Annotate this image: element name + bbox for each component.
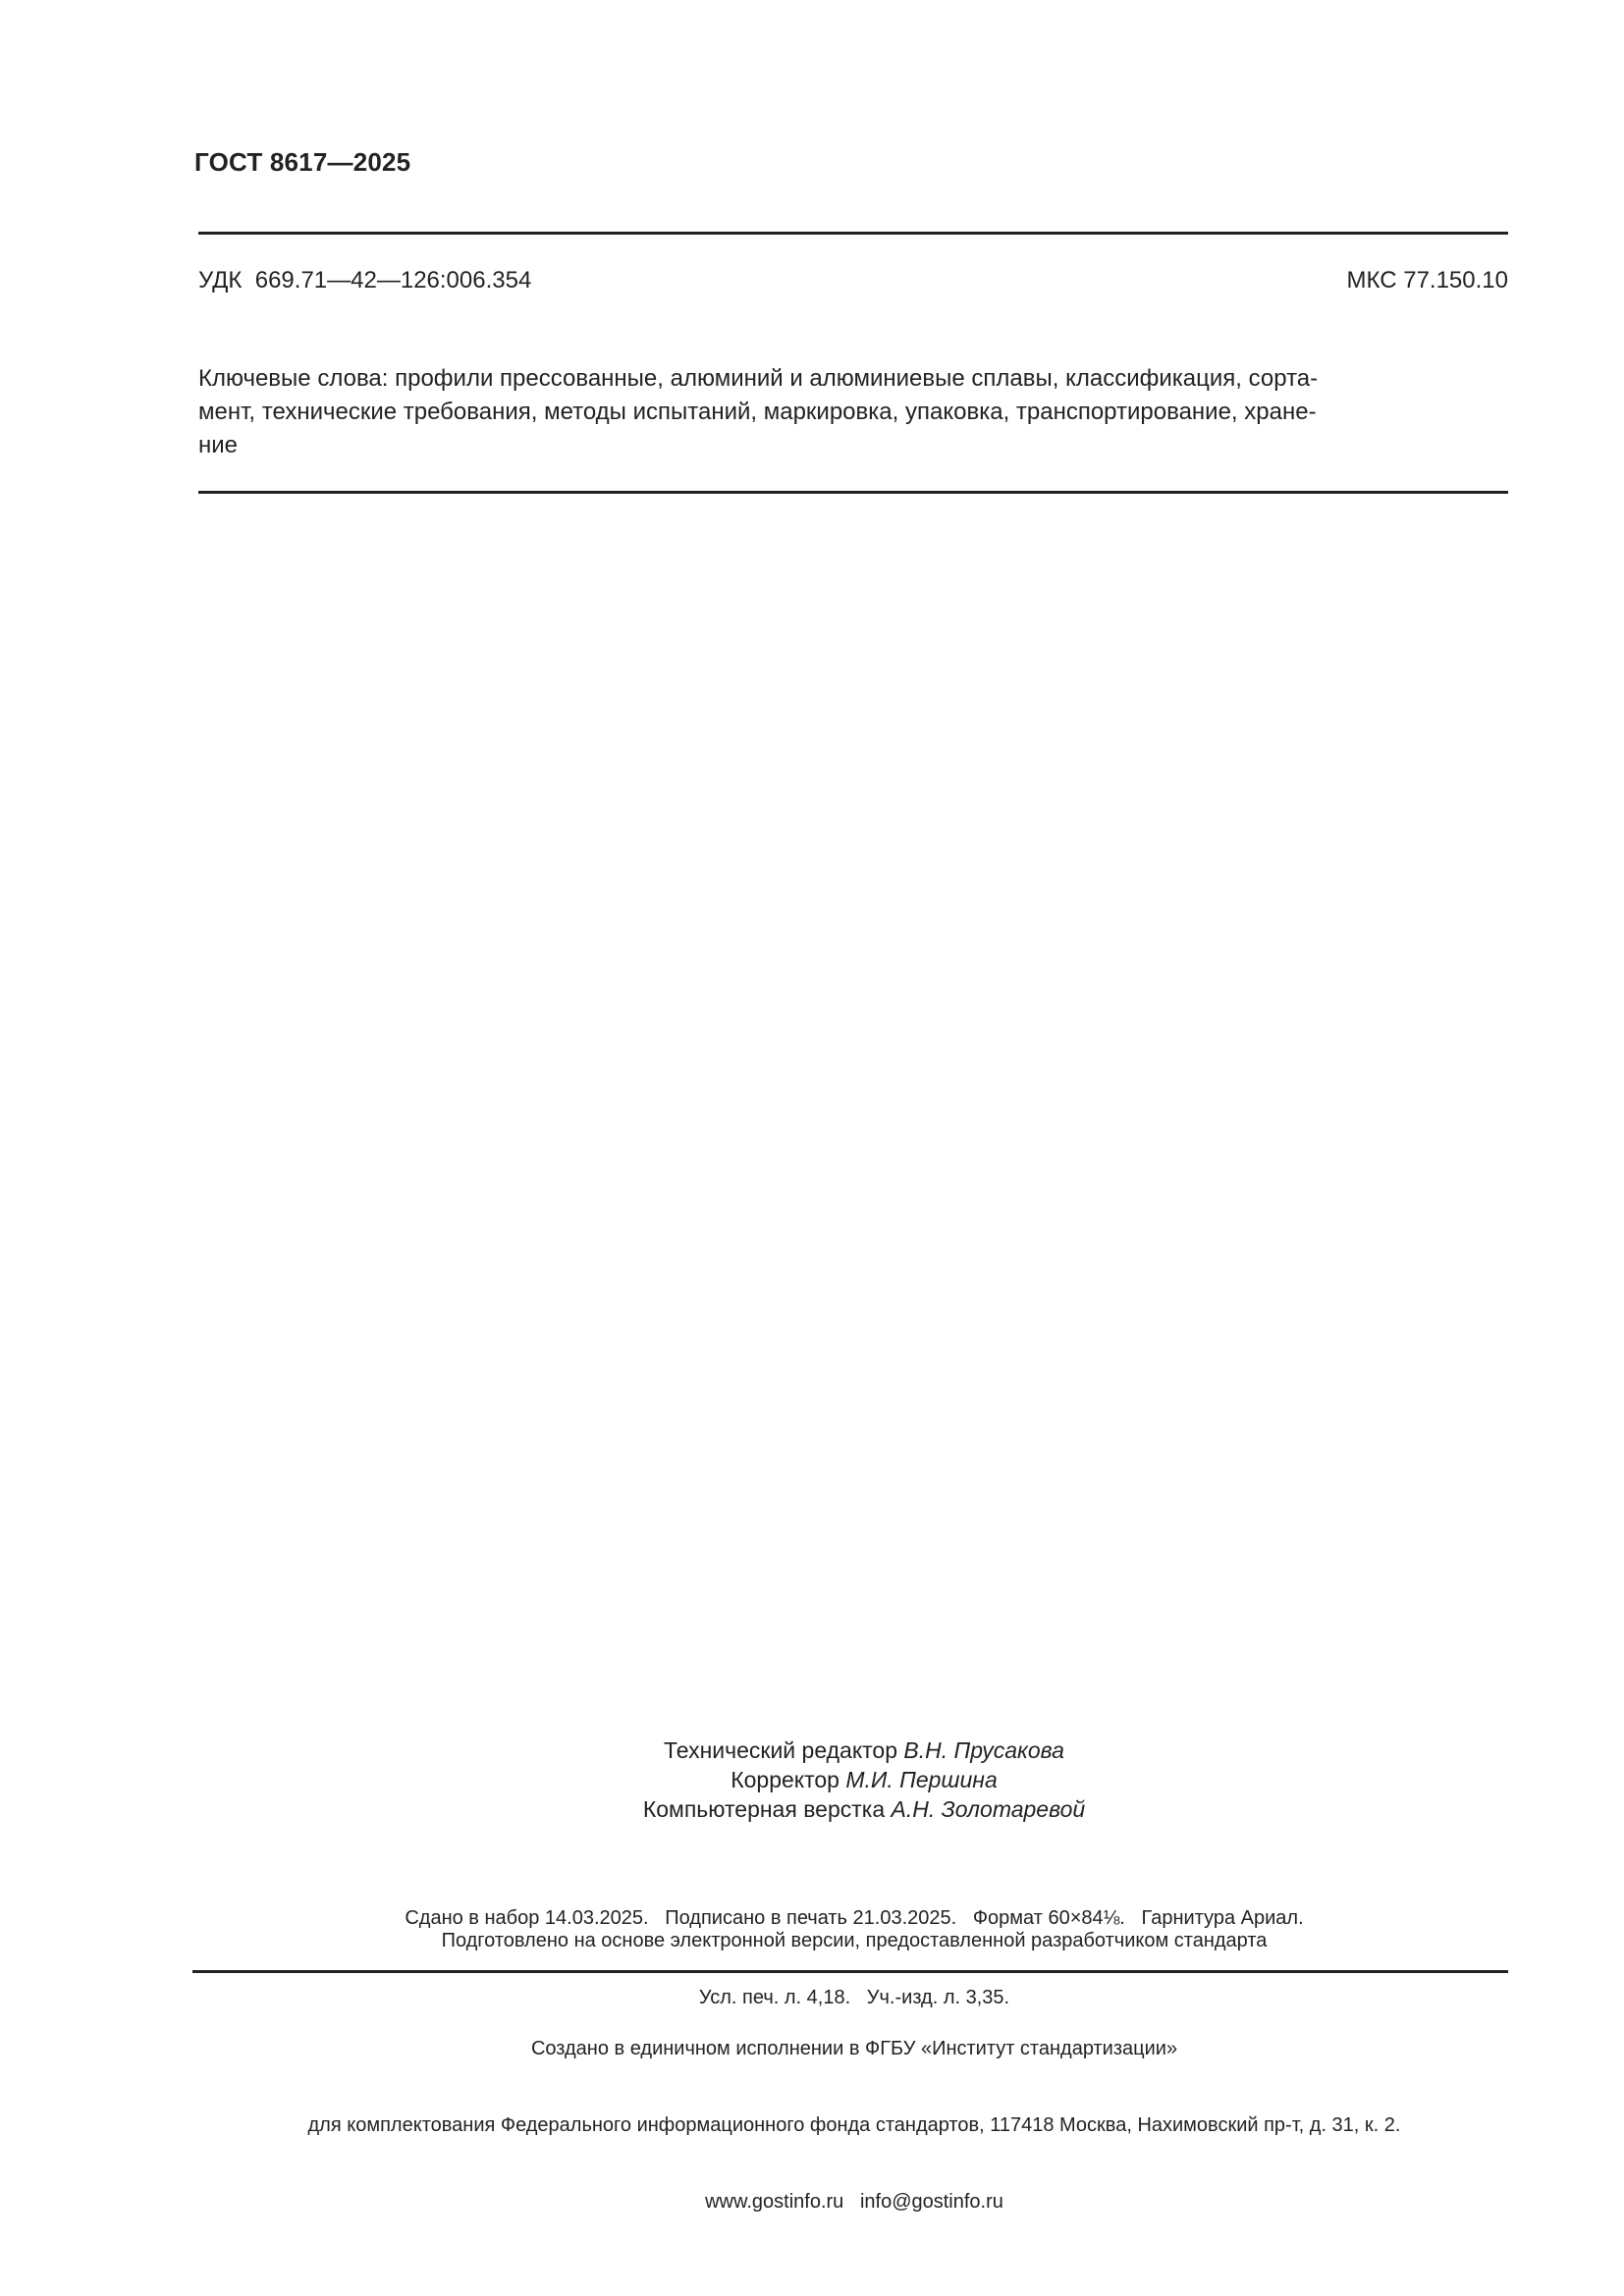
corrector-label: Корректор — [731, 1767, 846, 1792]
layout-credit — [0, 1794, 1624, 1824]
tech-editor-credit — [0, 1735, 1624, 1765]
layout-label: Компьютерная верстка — [642, 1796, 892, 1822]
top-divider — [198, 232, 1508, 235]
email-link[interactable]: info@gostinfo.ru — [859, 2191, 1003, 2213]
keywords-line: Ключевые слова: профили прессованные, алюминий и алюминиевые сплавы, классификация, сорта- — [198, 365, 1319, 392]
mks-code: МКС 77.150.10 — [1346, 267, 1508, 294]
keywords-divider — [198, 491, 1508, 494]
keywords-block — [198, 362, 1508, 462]
footer-block — [0, 1985, 1624, 2240]
footer-divider — [192, 1970, 1508, 1973]
keywords-line: ние — [198, 432, 239, 458]
document-title: ГОСТ 8617—2025 — [194, 147, 411, 177]
website-link[interactable]: www.gostinfo.ru — [705, 2191, 844, 2213]
footer-line-2: для комплектования Федерального информационного фонда стандартов, 117418 Москва, Нахимовский пр-т, д. 31, к. 2. — [307, 2114, 1401, 2136]
corrector-credit — [0, 1765, 1624, 1794]
footer-line-1: Создано в единичном исполнении в ФГБУ «Институт стандартизации» — [530, 2038, 1178, 2059]
layout-name: А.Н. Золотаревой — [891, 1796, 1086, 1822]
keywords-line: мент, технические требования, методы испытаний, маркировка, упаковка, транспортирование, хране- — [198, 399, 1317, 425]
footer-contacts — [0, 2189, 1624, 2215]
publication-line-2: Усл. печ. л. 4,18. Уч.-изд. л. 3,35. — [698, 1987, 1010, 2008]
prepared-note: Подготовлено на основе электронной версии, предоставленной разработчиком стандарта — [441, 1930, 1268, 1951]
corrector-name: М.И. Першина — [845, 1767, 998, 1792]
tech-editor-name: В.Н. Прусакова — [903, 1737, 1064, 1763]
credits-block — [0, 1735, 1624, 1824]
udk-code: УДК 669.71—42—126:006.354 — [198, 267, 532, 294]
publication-line-1: Сдано в набор 14.03.2025. Подписано в печать 21.03.2025. Формат 60×84⅛. Гарнитура Ариал. — [405, 1907, 1304, 1929]
tech-editor-label: Технический редактор — [664, 1737, 904, 1763]
